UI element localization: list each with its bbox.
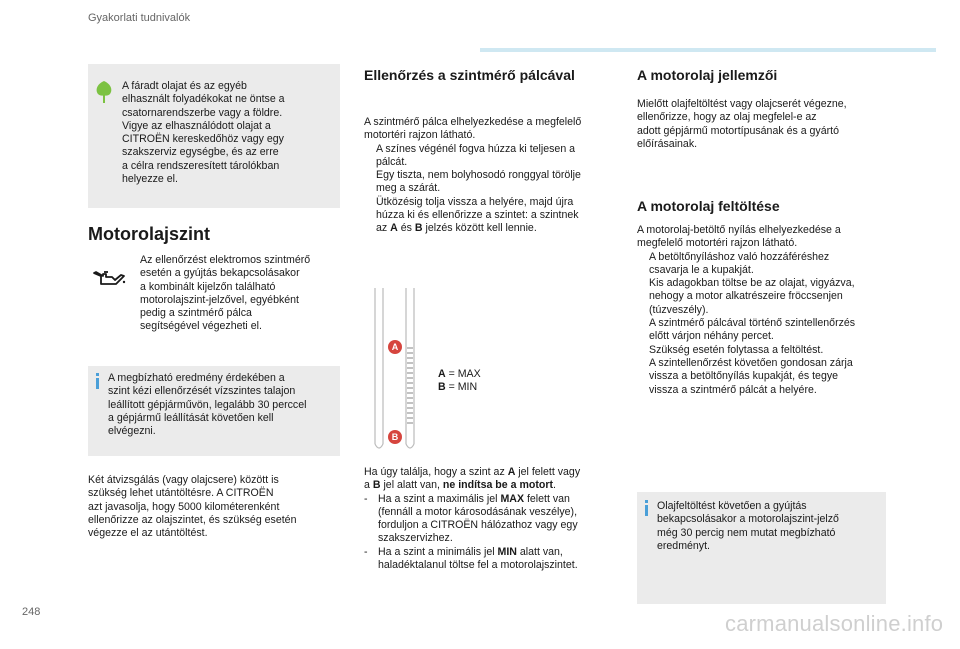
- text-line: nehogy a motor alkatrészeire fröccsenjen: [649, 290, 843, 303]
- text-run: jelzés között kell lennie.: [422, 222, 537, 235]
- mark-a-ref: A: [507, 466, 516, 478]
- eco-line: szakszerviz egységbe, és az erre: [122, 146, 279, 159]
- section-title-oil-spec: A motorolaj jellemzői: [637, 67, 778, 83]
- marker-a: A: [388, 340, 402, 354]
- text-line: pálcát.: [376, 155, 408, 168]
- text-line: eredményt.: [657, 539, 710, 552]
- oil-spec-text: [637, 98, 887, 151]
- header-rule: [480, 48, 936, 52]
- text-line: ellenőrizze, hogy az olaj megfelel-e az: [637, 111, 817, 124]
- eco-note-text: [122, 80, 336, 186]
- text-run: felett van: [524, 492, 570, 505]
- interval-text: [88, 474, 340, 540]
- text-line: Olajfeltöltést követően a gyújtás: [657, 500, 807, 512]
- text-run: jel alatt van,: [380, 479, 443, 492]
- text-line: előírásainak.: [637, 137, 698, 150]
- text-line: (túzveszély).: [649, 303, 709, 316]
- max-ref: MAX: [500, 492, 525, 505]
- bullet-item: [364, 169, 614, 196]
- bullet-item: [637, 277, 897, 317]
- bullet-item: [364, 196, 614, 236]
- text-line: A motorolaj-betöltő nyílás elhelyezkedése a: [637, 224, 841, 236]
- dipstick-instructions: [364, 116, 614, 236]
- text-line: A betöltőnyíláshoz való hozzáféréshez: [649, 250, 830, 263]
- text-line: végezze el az utántöltést.: [88, 527, 208, 540]
- eco-line: CITROËN kereskedőhöz vagy egy: [122, 133, 284, 146]
- text-line: Mielőtt olajfeltöltést vagy olajcserét végezne,: [637, 98, 847, 110]
- bullet-item: [637, 317, 897, 344]
- dash-item: [364, 546, 614, 573]
- eco-line: elhasznált folyadékokat ne öntse a: [122, 93, 285, 106]
- info-box-level-check-text: [108, 372, 338, 438]
- legend-max: [438, 368, 481, 381]
- text-run: Ha a szint a minimális jel: [378, 545, 498, 558]
- watermark: carmanualsonline.info: [725, 611, 944, 636]
- text-line: pedig a szintmérő pálca: [140, 307, 252, 320]
- text-line: meg a szárát.: [376, 182, 441, 195]
- text-run: a: [364, 479, 373, 492]
- text-line: [364, 479, 614, 492]
- text-line: Két átvizsgálás (vagy olajcsere) között is: [88, 474, 279, 486]
- eco-line: helyezze el.: [122, 173, 178, 186]
- text-run: Ha a szint a maximális jel: [378, 492, 501, 505]
- marker-b: B: [388, 430, 402, 444]
- text-line: szint kézi ellenőrzését vízszintes talajon: [108, 385, 296, 398]
- text-line: csavarja le a kupakját.: [649, 263, 754, 276]
- text-line: elvégezni.: [108, 425, 156, 438]
- text-line: motorolajszint-jelzővel, egyébként: [140, 293, 299, 306]
- legend-value: = MAX: [445, 368, 481, 380]
- text-line: Szükség esetén folytassa a feltöltést.: [649, 343, 824, 356]
- text-line: a kombinált kijelzőn található: [140, 280, 276, 293]
- mark-b-ref: B: [414, 222, 423, 235]
- legend-value: = MIN: [445, 381, 478, 393]
- mark-b-ref: B: [372, 479, 381, 492]
- eco-line: Vigye az elhasználódott olajat a: [122, 119, 271, 132]
- info-icon: [96, 373, 99, 389]
- text-line: bekapcsolásakor a motorolajszint-jelző: [657, 513, 839, 526]
- text-line: segítségével végezheti el.: [140, 320, 262, 333]
- text-line: esetén a gyújtás bekapcsolásakor: [140, 267, 300, 280]
- leaf-icon: [94, 80, 114, 104]
- text-run: .: [553, 479, 556, 492]
- text-line: leállított gépjárművön, legalább 30 perccel: [108, 398, 307, 411]
- text-line: Egy tiszta, nem bolyhosodó ronggyal törölje: [376, 169, 581, 182]
- dash-marker: -: [364, 492, 368, 505]
- text-line: vissza a betöltőnyílás kupakját, és tegye: [649, 370, 839, 383]
- text-line: húzza ki és ellenőrizze a szintet: a szintnek: [376, 209, 579, 222]
- text-run: Ha úgy találja, hogy a szint az: [364, 466, 508, 478]
- text-line: adott gépjármű motortípusának és a gyártó: [637, 124, 839, 137]
- legend-key: A: [438, 368, 446, 380]
- text-line: [376, 222, 614, 235]
- text-line: vissza a szintmérő pálcát a helyére.: [649, 383, 817, 396]
- bullet-item: [364, 143, 614, 170]
- section-title-oil-level: Motorolajszint: [88, 224, 210, 244]
- text-line: A színes végénél fogva húzza ki teljesen a: [376, 142, 576, 155]
- text-line: a gépjármű leállítását követően kell: [108, 411, 274, 424]
- eco-line: A fáradt olajat és az egyéb: [122, 80, 247, 92]
- text-line: előtt várjon néhány percet.: [649, 330, 774, 343]
- text-line: szükség lehet utántöltésre. A CITROËN: [88, 487, 274, 500]
- mark-a-ref: A: [390, 222, 398, 235]
- section-title-oil-fill: A motorolaj feltöltése: [637, 198, 780, 214]
- warning-text: ne indítsa be a motort: [442, 479, 553, 492]
- text-line: azt javasolja, hogy 5000 kilométerenként: [88, 500, 280, 513]
- text-line: még 30 percig nem mutat megbízható: [657, 526, 836, 539]
- text-run: az: [376, 222, 391, 235]
- info-icon: [645, 500, 648, 516]
- text-line: A szintmérő pálcával történő szintellenőrzés: [649, 317, 856, 330]
- page-number: 248: [22, 606, 41, 618]
- section-title-dipstick: Ellenőrzés a szintmérő pálcával: [364, 67, 575, 83]
- text-run: alatt van,: [516, 545, 563, 558]
- text-line: A szintellenőrzést követően gondosan zárja: [649, 356, 853, 369]
- text-run: jel felett vagy: [515, 466, 581, 478]
- info-box-after-refill-text: [657, 500, 882, 553]
- bullet-item: [637, 344, 897, 357]
- running-header: Gyakorlati tudnivalók: [88, 12, 191, 24]
- text-line: ellenőrizze az olajszintet, és szükség esetén: [88, 513, 297, 526]
- dipstick-result-text: [364, 466, 614, 572]
- min-ref: MIN: [497, 545, 517, 558]
- text-line: megfelelő motortéri rajzon látható.: [637, 237, 798, 250]
- text-line: szakszervizhez.: [378, 532, 453, 545]
- legend-min: [438, 381, 477, 394]
- text-line: haladéktalanul töltse fel a motorolajszintet.: [378, 559, 578, 572]
- text-line: forduljon a CITROËN hálózathoz vagy egy: [378, 519, 578, 532]
- text-run: és: [397, 222, 415, 235]
- oil-can-icon: [92, 268, 126, 288]
- bullet-item: [637, 251, 897, 278]
- text-line: Ütközésig tolja vissza a helyére, majd újra: [376, 195, 574, 208]
- text-line: [364, 466, 614, 479]
- text-line: A szintmérő pálca elhelyezkedése a megfelelő: [364, 116, 582, 128]
- dash-item: [364, 493, 614, 546]
- dipstick-illustration: [362, 286, 442, 458]
- text-line: (fennáll a motor károsodásának veszélye),: [378, 505, 578, 518]
- text-line: Az ellenőrzést elektromos szintmérő: [140, 254, 311, 266]
- text-line: [378, 546, 614, 559]
- dash-marker: -: [364, 545, 368, 558]
- text-line: motortéri rajzon látható.: [364, 129, 476, 142]
- bullet-item: [637, 357, 897, 397]
- oil-level-text: [140, 254, 340, 334]
- text-line: [378, 493, 614, 506]
- eco-line: a célra rendszeresített tárolókban: [122, 159, 280, 172]
- text-line: A megbízható eredmény érdekében a: [108, 372, 285, 384]
- text-line: Kis adagokban töltse be az olajat, vigyázva,: [649, 277, 855, 290]
- eco-line: csatornarendszerbe vagy a földre.: [122, 106, 283, 119]
- legend-key: B: [438, 381, 446, 393]
- oil-fill-instructions: [637, 224, 897, 397]
